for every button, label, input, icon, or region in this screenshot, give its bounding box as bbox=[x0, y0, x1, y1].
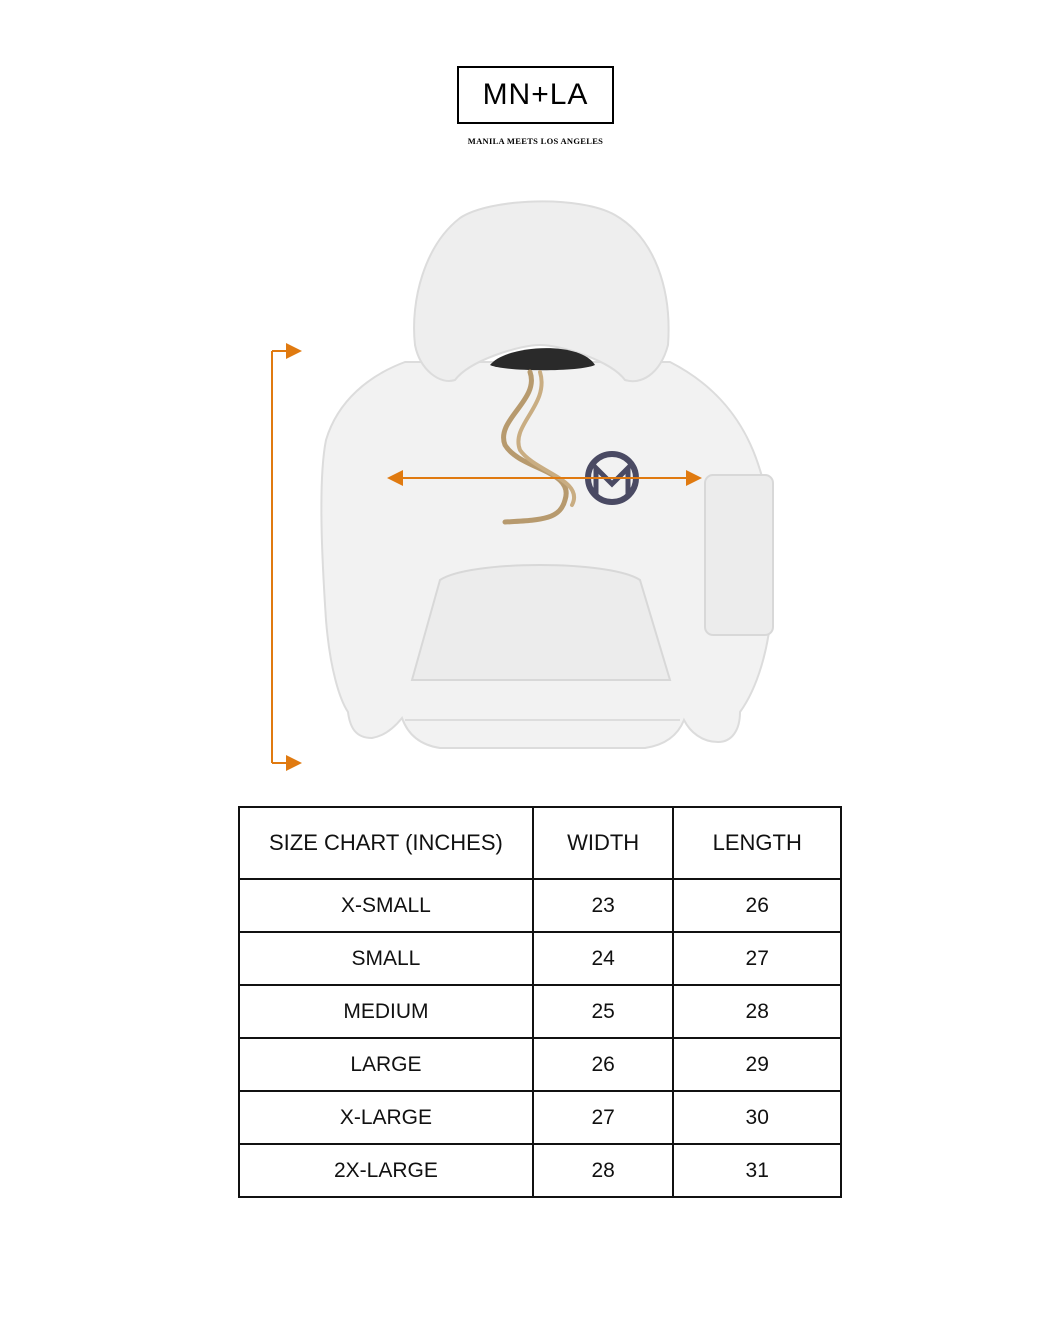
table-row bbox=[239, 932, 841, 985]
width-value: 26 bbox=[533, 1038, 674, 1091]
size-label: X-SMALL bbox=[239, 879, 533, 932]
size-label: X-LARGE bbox=[239, 1091, 533, 1144]
width-value: 24 bbox=[533, 932, 674, 985]
length-value: 31 bbox=[673, 1144, 841, 1197]
length-value: 28 bbox=[673, 985, 841, 1038]
table-row bbox=[239, 1144, 841, 1197]
size-label: MEDIUM bbox=[239, 985, 533, 1038]
size-label: LARGE bbox=[239, 1038, 533, 1091]
length-value: 30 bbox=[673, 1091, 841, 1144]
length-value: 29 bbox=[673, 1038, 841, 1091]
header-size-chart: SIZE CHART (INCHES) bbox=[239, 807, 533, 879]
width-value: 23 bbox=[533, 879, 674, 932]
size-chart-table bbox=[238, 806, 842, 1198]
length-value: 27 bbox=[673, 932, 841, 985]
table-row bbox=[239, 879, 841, 932]
width-value: 25 bbox=[533, 985, 674, 1038]
header-length: LENGTH bbox=[673, 807, 841, 879]
table-row bbox=[239, 1038, 841, 1091]
brand-wordmark: MN+LA bbox=[482, 78, 589, 111]
length-measure-bracket bbox=[272, 351, 300, 763]
width-value: 27 bbox=[533, 1091, 674, 1144]
header-width: WIDTH bbox=[533, 807, 674, 879]
size-chart-header-row bbox=[239, 807, 841, 879]
width-value: 28 bbox=[533, 1144, 674, 1197]
table-row bbox=[239, 1091, 841, 1144]
brand-tagline: MANILA MEETS LOS ANGELES bbox=[467, 136, 604, 146]
size-label: 2X-LARGE bbox=[239, 1144, 533, 1197]
size-label: SMALL bbox=[239, 932, 533, 985]
table-row bbox=[239, 985, 841, 1038]
length-value: 26 bbox=[673, 879, 841, 932]
